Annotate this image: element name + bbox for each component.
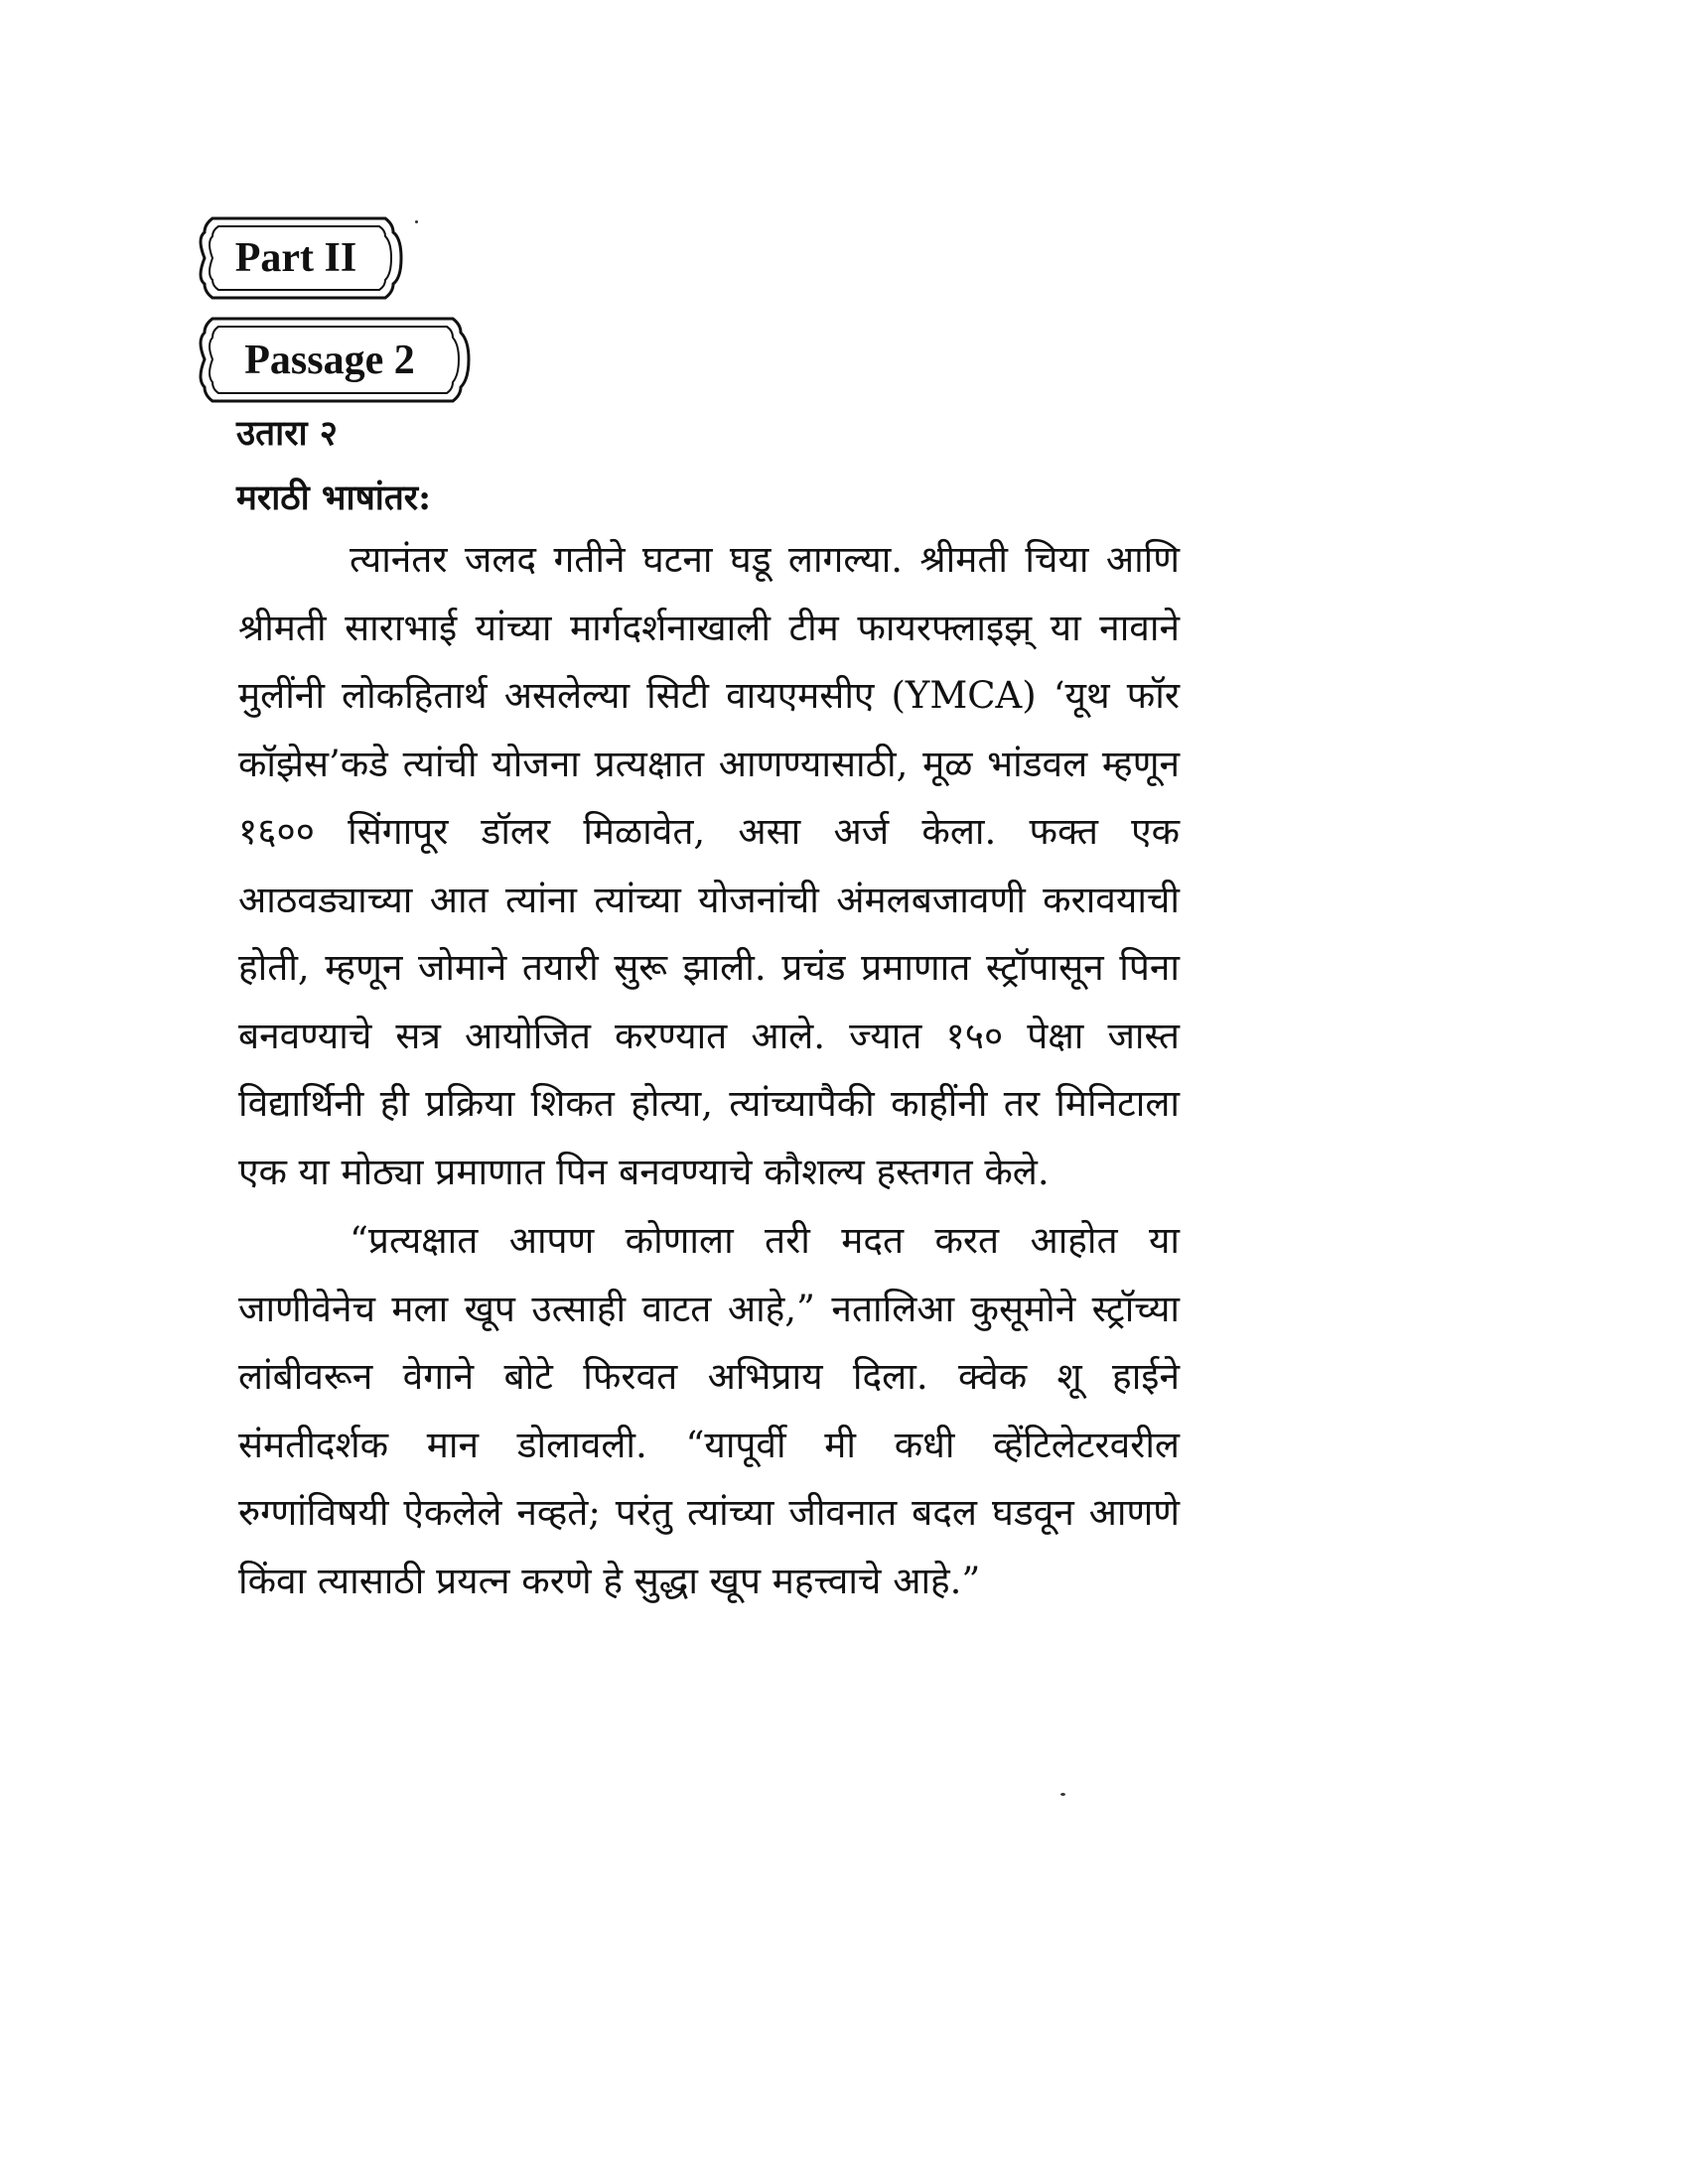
paragraph-2: “प्रत्यक्षात आपण कोणाला तरी मदत करत आहोत या जाणीवेनेच मला खूप उत्साही वाटत आहे,” नतालिआ कुसूमोने स्ट्रॉच्या लांबीवरून वेगाने बोटे फिरवत अभिप्राय दिला. क्वेक शू हाईने संमतीदर्शक मान डोलावली. “यापूर्वी मी कधी व्हेंटिलेटरवरील रुग्णांविषयी ऐकलेले नव्हते; परंतु त्यांच्या जीवनात बदल घडवून आणणे किंवा त्यासाठी प्रयत्न करणे हे सुद्धा खूप महत्त्वाचे आहे.”	[238, 1219, 1180, 1602]
passage-label: Passage 2	[244, 337, 415, 383]
scan-speck	[415, 220, 418, 223]
part-badge	[199, 212, 407, 304]
part-label: Part II	[234, 235, 357, 281]
scan-speck	[1060, 1793, 1065, 1796]
paragraph-1: त्यानंतर जलद गतीने घटना घडू लागल्या. श्रीमती चिया आणि श्रीमती साराभाई यांच्या मार्गदर्शनाखाली टीम फायरफ्लाइझ् या नावाने मुलींनी लोकहितार्थ असलेल्या सिटी वायएमसीए (YMCA) ‘यूथ फॉर कॉझेस’कडे त्यांची योजना प्रत्यक्षात आणण्यासाठी, मूळ भांडवल म्हणून १६०० सिंगापूर डॉलर मिळावेत, असा अर्ज केला. फक्त एक आठवड्याच्या आत त्यांना त्यांच्या योजनांची अंमलबजावणी करावयाची होती, म्हणून जोमाने तयारी सुरू झाली. प्रचंड प्रमाणात स्ट्रॉपासून पिना बनवण्याचे सत्र आयोजित करण्यात आले. ज्यात १५० पेक्षा जास्त विद्यार्थिनी ही प्रक्रिया शिकत होत्या, त्यांच्यापैकी काहींनी तर मिनिटाला एक या मोठ्या प्रमाणात पिन बनवण्याचे कौशल्य हस्तगत केले.	[238, 538, 1180, 1193]
passage-badge	[199, 313, 475, 407]
passage-body	[238, 526, 1180, 1615]
utara-heading: उतारा २	[236, 413, 338, 454]
translation-heading: मराठी भाषांतर:	[236, 478, 432, 518]
